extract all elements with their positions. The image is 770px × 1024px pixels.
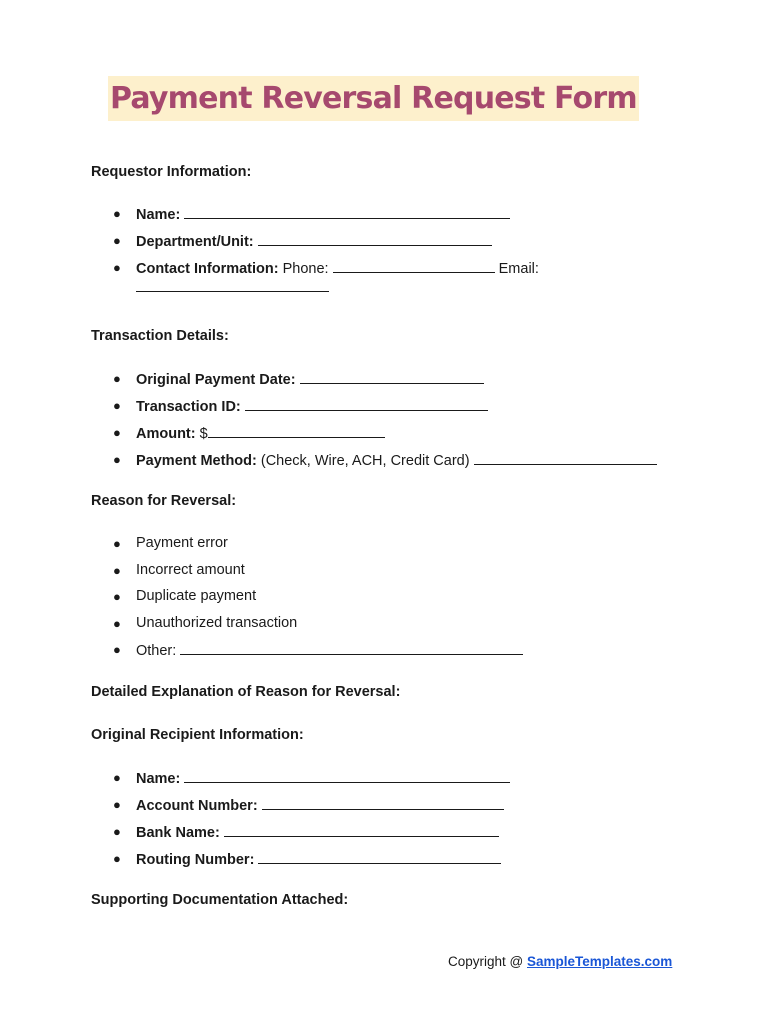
name-label: Name: xyxy=(136,207,181,223)
method-field[interactable] xyxy=(474,451,657,465)
list-item xyxy=(110,850,510,877)
bullet-icon: ● xyxy=(113,398,121,413)
reason-option[interactable]: ● Unauthorized transaction xyxy=(113,614,298,631)
list-item xyxy=(110,769,510,796)
bank-field[interactable] xyxy=(224,823,499,837)
list-item xyxy=(110,370,657,397)
list-item xyxy=(110,823,510,850)
reason-option[interactable]: ● Other: xyxy=(110,641,523,668)
bullet-icon: ● xyxy=(113,562,121,578)
list-item xyxy=(110,259,539,313)
other-reason-field[interactable] xyxy=(180,641,523,655)
bullet-icon: ● xyxy=(113,642,121,657)
sample-templates-link[interactable]: SampleTemplates.com xyxy=(527,954,673,969)
form-title: Payment Reversal Request Form xyxy=(108,76,639,121)
bullet-icon: ● xyxy=(113,536,121,551)
amount-label: Amount: xyxy=(136,426,196,442)
list-item xyxy=(110,796,510,823)
phone-field[interactable] xyxy=(333,259,495,273)
reason-option[interactable]: ● Payment error xyxy=(113,535,228,551)
bullet-icon: ● xyxy=(113,260,121,275)
supporting-heading: Supporting Documentation Attached: xyxy=(91,892,349,908)
date-label: Original Payment Date: xyxy=(136,372,296,388)
title-wrap xyxy=(108,76,639,121)
requestor-heading: Requestor Information: xyxy=(91,164,252,180)
recipient-name-field[interactable] xyxy=(184,769,510,783)
bullet-icon: ● xyxy=(113,770,121,785)
transaction-id-label: Transaction ID: xyxy=(136,399,241,415)
bullet-icon: ● xyxy=(113,425,121,440)
list-item xyxy=(110,232,539,259)
bullet-icon: ● xyxy=(113,797,121,812)
list-item xyxy=(110,205,539,232)
reason-list xyxy=(110,535,523,668)
reason-option[interactable]: ● Duplicate payment xyxy=(113,588,257,604)
bullet-icon: ● xyxy=(113,615,121,631)
amount-field[interactable] xyxy=(208,424,385,438)
reason-heading: Reason for Reversal: xyxy=(91,493,237,509)
department-label: Department/Unit: xyxy=(136,234,254,250)
routing-field[interactable] xyxy=(258,850,501,864)
requestor-list xyxy=(110,205,539,313)
bullet-icon: ● xyxy=(113,371,121,386)
date-field[interactable] xyxy=(300,370,484,384)
method-label: Payment Method: xyxy=(136,453,257,469)
bank-label: Bank Name: xyxy=(136,825,220,841)
bullet-icon: ● xyxy=(113,233,121,248)
department-field[interactable] xyxy=(258,232,492,246)
amount-prefix: $ xyxy=(199,426,208,442)
reason-option[interactable]: ● Incorrect amount xyxy=(113,561,245,578)
list-item xyxy=(110,397,657,424)
recipient-name-label: Name: xyxy=(136,771,181,787)
list-item xyxy=(110,424,657,451)
transaction-heading: Transaction Details: xyxy=(91,328,229,344)
email-label: Email: xyxy=(498,261,539,277)
bullet-icon: ● xyxy=(113,206,121,221)
transaction-list xyxy=(110,370,657,478)
bullet-icon: ● xyxy=(113,452,121,467)
transaction-id-field[interactable] xyxy=(245,397,488,411)
email-field[interactable] xyxy=(136,278,329,292)
bullet-icon: ● xyxy=(113,851,121,866)
method-options: (Check, Wire, ACH, Credit Card) xyxy=(260,453,470,469)
explanation-heading: Detailed Explanation of Reason for Reversal: xyxy=(91,684,401,700)
list-item xyxy=(110,451,657,478)
recipient-heading: Original Recipient Information: xyxy=(91,727,304,743)
account-label: Account Number: xyxy=(136,798,258,814)
bullet-icon: ● xyxy=(113,589,121,604)
copyright-text: Copyright @ xyxy=(448,954,524,969)
routing-label: Routing Number: xyxy=(136,852,255,868)
recipient-list xyxy=(110,769,510,877)
account-field[interactable] xyxy=(262,796,504,810)
bullet-icon: ● xyxy=(113,824,121,839)
phone-label: Phone: xyxy=(282,261,329,277)
copyright xyxy=(448,954,672,969)
name-field[interactable] xyxy=(184,205,510,219)
contact-label: Contact Information: xyxy=(136,261,279,277)
